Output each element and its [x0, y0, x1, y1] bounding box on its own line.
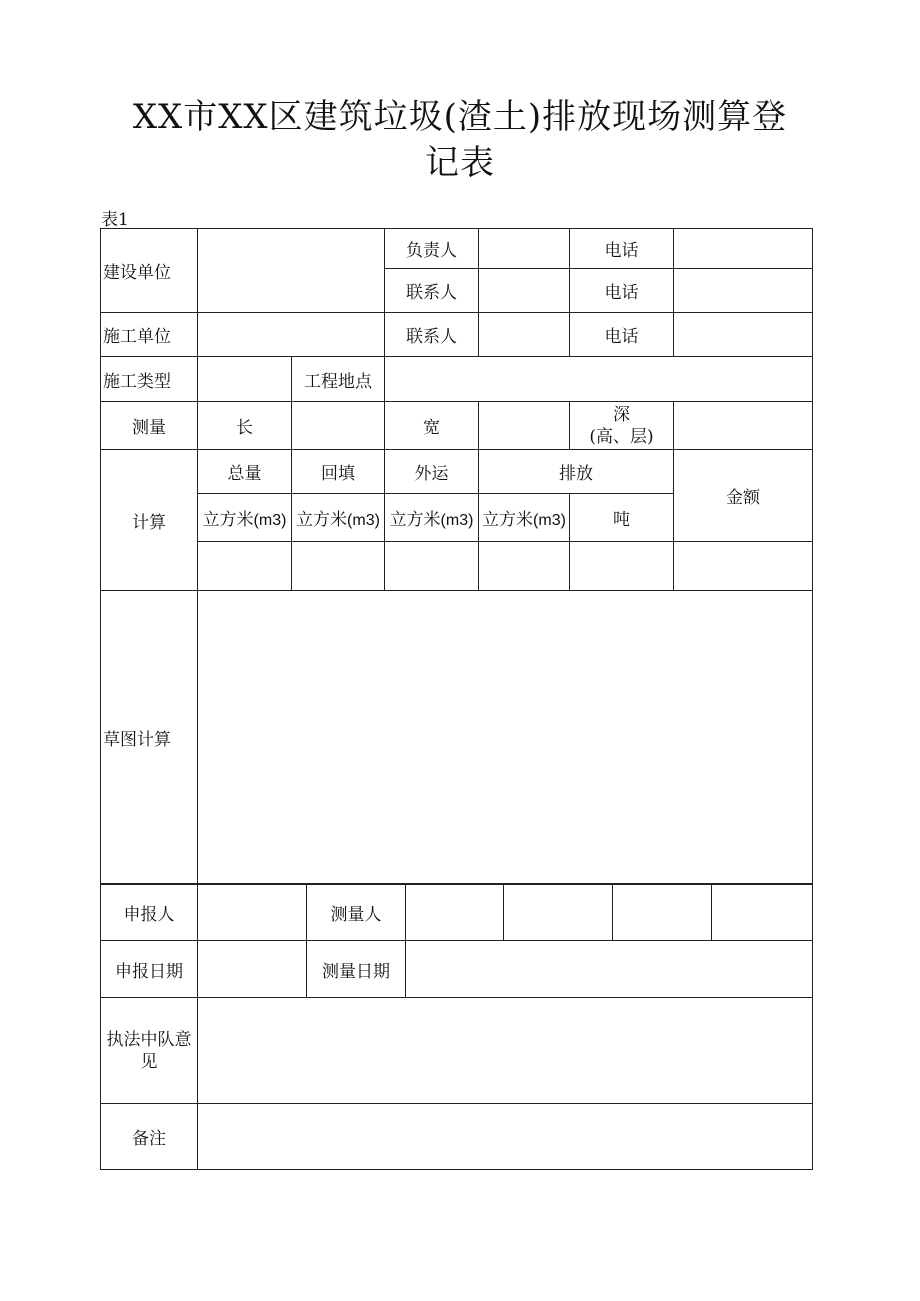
export-label: 外运 — [385, 450, 479, 494]
export-unit: 立方米(m3) — [385, 494, 479, 542]
form-table-lower — [100, 884, 813, 1170]
person-in-charge-label: 负责人 — [385, 229, 479, 269]
contact-label: 联系人 — [385, 313, 479, 357]
amount-label: 金额 — [674, 450, 813, 542]
discharge-volume-input[interactable] — [479, 542, 570, 591]
depth-input[interactable] — [674, 402, 813, 450]
builder-unit-input[interactable] — [198, 313, 385, 357]
squad-opinion-line2: 见 — [140, 1051, 158, 1072]
depth-label-line2: (高、层) — [589, 426, 654, 447]
project-location-input[interactable] — [385, 357, 813, 402]
form-table-upper — [100, 228, 813, 884]
surveyor-input-2[interactable] — [504, 885, 613, 941]
squad-opinion-input[interactable] — [198, 998, 813, 1104]
surveyor-label: 测量人 — [307, 885, 406, 941]
declarant-label: 申报人 — [101, 885, 198, 941]
depth-label-line1: 深 — [613, 404, 630, 425]
measure-label: 测量 — [101, 402, 198, 450]
contact-input[interactable] — [479, 269, 570, 313]
title-line-2: 记表 — [425, 143, 495, 183]
discharge-volume-unit: 立方米(m3) — [479, 494, 570, 542]
build-type-label: 施工类型 — [101, 357, 198, 402]
construction-unit-label: 建设单位 — [101, 229, 198, 313]
phone-input[interactable] — [674, 229, 813, 269]
backfill-input[interactable] — [292, 542, 385, 591]
phone-label: 电话 — [570, 269, 674, 313]
width-label: 宽 — [385, 402, 479, 450]
survey-date-label: 测量日期 — [307, 941, 406, 998]
project-location-label: 工程地点 — [292, 357, 385, 402]
builder-unit-label: 施工单位 — [101, 313, 198, 357]
construction-unit-input[interactable] — [198, 229, 385, 313]
remarks-input[interactable] — [198, 1104, 813, 1170]
title-line-1: XX市XX区建筑垃圾(渣土)排放现场测算登 — [132, 97, 788, 137]
discharge-label: 排放 — [479, 450, 674, 494]
squad-opinion-line1: 执法中队意 — [106, 1029, 192, 1050]
declare-date-input[interactable] — [198, 941, 307, 998]
width-input[interactable] — [479, 402, 570, 450]
build-type-input[interactable] — [198, 357, 292, 402]
table-label: 表1 — [101, 210, 129, 230]
discharge-ton-unit: 吨 — [570, 494, 674, 542]
surveyor-input-4[interactable] — [712, 885, 813, 941]
declarant-input[interactable] — [198, 885, 307, 941]
person-in-charge-input[interactable] — [479, 229, 570, 269]
remarks-label: 备注 — [101, 1104, 198, 1170]
backfill-unit: 立方米(m3) — [292, 494, 385, 542]
survey-date-input[interactable] — [406, 941, 813, 998]
discharge-ton-input[interactable] — [570, 542, 674, 591]
surveyor-input-3[interactable] — [613, 885, 712, 941]
export-input[interactable] — [385, 542, 479, 591]
phone-label: 电话 — [570, 229, 674, 269]
total-label: 总量 — [198, 450, 292, 494]
sketch-calc-area[interactable] — [198, 591, 813, 884]
amount-input[interactable] — [674, 542, 813, 591]
total-input[interactable] — [198, 542, 292, 591]
phone-input[interactable] — [674, 269, 813, 313]
page-title — [0, 94, 920, 186]
length-label: 长 — [198, 402, 292, 450]
phone-label: 电话 — [570, 313, 674, 357]
calc-label: 计算 — [101, 450, 198, 591]
contact-label: 联系人 — [385, 269, 479, 313]
declare-date-label: 申报日期 — [101, 941, 198, 998]
squad-opinion-label — [101, 998, 198, 1104]
sketch-calc-label: 草图计算 — [101, 591, 198, 884]
length-input[interactable] — [292, 402, 385, 450]
surveyor-input-1[interactable] — [406, 885, 504, 941]
total-unit: 立方米(m3) — [198, 494, 292, 542]
contact-input[interactable] — [479, 313, 570, 357]
depth-label — [570, 402, 674, 450]
phone-input[interactable] — [674, 313, 813, 357]
backfill-label: 回填 — [292, 450, 385, 494]
